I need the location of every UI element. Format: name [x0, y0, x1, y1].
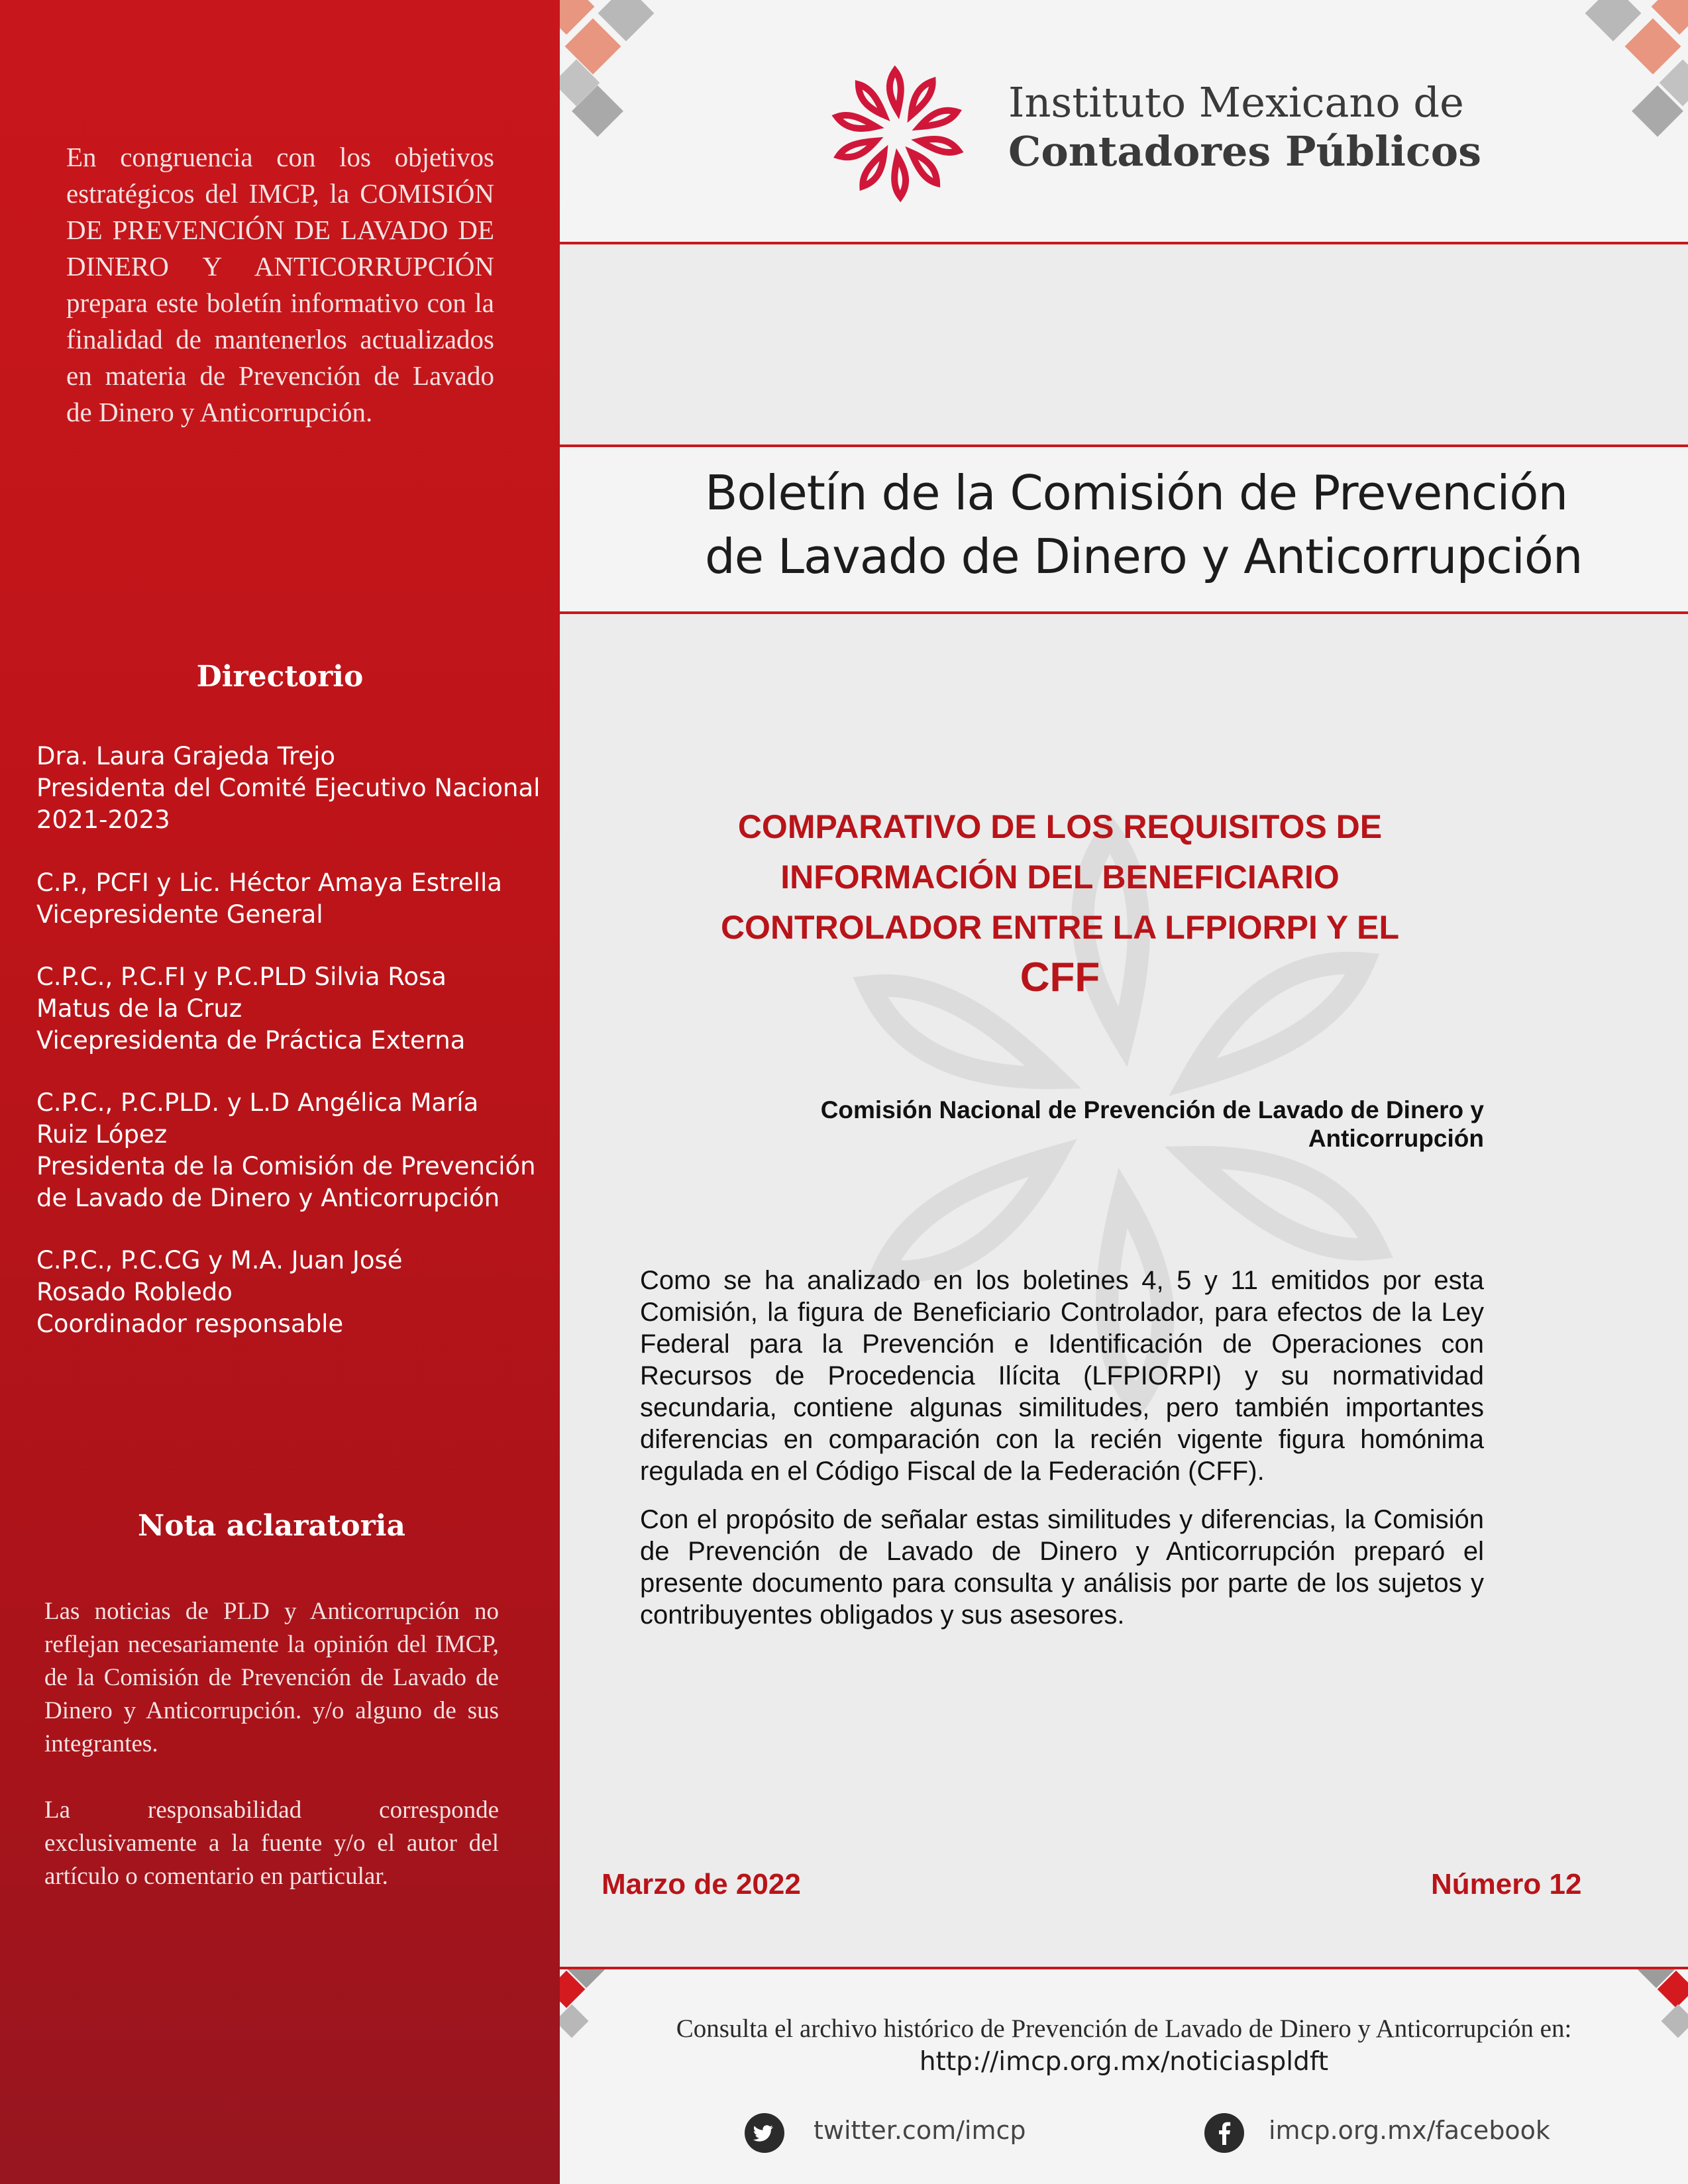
directory-line: de Lavado de Dinero y Anticorrupción [36, 1184, 500, 1212]
directory-line: C.P.C., P.C.PLD. y L.D Angélica María [36, 1088, 479, 1117]
directory-line: Dra. Laura Grajeda Trejo [36, 742, 336, 770]
issue-number: Número 12 [1431, 1868, 1582, 1900]
author-line: Comisión Nacional de Prevención de Lavado de Dinero y [820, 1096, 1484, 1123]
directorio-title: Directorio [196, 660, 364, 694]
directory-entry [36, 741, 540, 836]
article-paragraph: Como se ha analizado en los boletines 4, 5 y 11 emitidos por esta Comisión, la figura de Beneficiario Controlador, para efectos de la Ley Federal para la Prevención e Identificación de Operaciones con Recursos de Procedencia Ilícita (LFPIORPI) y su normatividad secundaria, contiene algunas similitudes, pero también importantes diferencias en comparación con la recién vigente figura homónima regulada en el Código Fiscal de la Federación (CFF). [640, 1266, 1484, 1486]
directory-entry [36, 867, 540, 931]
directory-entry [36, 1245, 540, 1340]
directory-line: Ruiz López [36, 1120, 168, 1149]
directory-line: Vicepresidenta de Práctica Externa [36, 1026, 466, 1055]
facebook-link[interactable]: imcp.org.mx/facebook [1269, 2116, 1550, 2145]
issue-date: Marzo de 2022 [602, 1868, 801, 1900]
directory-entry [36, 961, 540, 1057]
directory-entry [36, 1087, 540, 1214]
article-title-line: COMPARATIVO DE LOS REQUISITOS DE [737, 808, 1383, 845]
imcp-logo-icon [825, 61, 971, 207]
article-paragraph: Con el propósito de señalar estas similitudes y diferencias, la Comisión de Prevención de Lavado de Dinero y Anticorrupción preparó el presente documento para consulta y análisis por parte de los sujetos y contribuyentes obligados y sus asesores. [640, 1505, 1484, 1630]
directory-line: Presidenta del Comité Ejecutivo Nacional [36, 774, 541, 802]
footer-band [560, 1969, 1688, 2184]
directory-line: Coordinador responsable [36, 1310, 344, 1338]
bulletin-title-line1: Boletín de la Comisión de Prevención [705, 465, 1568, 521]
twitter-icon[interactable] [745, 2113, 784, 2153]
nota-paragraph: La responsabilidad corresponde exclusivamente a la fuente y/o el autor del artículo o comentario en particular. [44, 1796, 499, 1890]
author-line: Anticorrupción [1308, 1125, 1484, 1152]
sidebar [0, 0, 560, 2184]
bulletin-title-line2: de Lavado de Dinero y Anticorrupción [705, 529, 1583, 584]
banner-box [560, 242, 1688, 447]
directory-line: C.P.C., P.C.FI y P.C.PLD Silvia Rosa [36, 962, 447, 991]
directory-line: Rosado Robledo [36, 1278, 233, 1306]
directory-line: Vicepresidente General [36, 900, 323, 929]
archive-note: Consulta el archivo histórico de Prevención de Lavado de Dinero y Anticorrupción en: [676, 2014, 1572, 2043]
nota-paragraph: Las noticias de PLD y Anticorrupción no reflejan necesariamente la opinión del IMCP, de la Comisión de Prevención de Lavado de Dinero y Anticorrupción. y/o alguno de sus integrantes. [44, 1598, 499, 1757]
article-title [662, 802, 1457, 1003]
directory-line: C.P.C., P.C.CG y M.A. Juan José [36, 1246, 403, 1274]
archive-link[interactable]: http://imcp.org.mx/noticiaspldft [919, 2047, 1329, 2077]
twitter-link[interactable]: twitter.com/imcp [814, 2116, 1026, 2145]
logo-text-line2: Contadores Públicos [1008, 127, 1482, 176]
directory-line: Presidenta de la Comisión de Prevención [36, 1152, 536, 1180]
directory-line: C.P., PCFI y Lic. Héctor Amaya Estrella [36, 868, 502, 897]
article-author [729, 1096, 1484, 1153]
logo-text-line1: Instituto Mexicano de [1008, 78, 1464, 127]
article-title-line: INFORMACIÓN DEL BENEFICIARIO [780, 858, 1340, 896]
facebook-icon[interactable] [1204, 2113, 1244, 2153]
article-title-line: CFF [1020, 955, 1100, 1000]
article-title-line: CONTROLADOR ENTRE LA LFPIORPI Y EL [720, 909, 1400, 946]
directory-line: 2021-2023 [36, 806, 170, 834]
nota-title: Nota aclaratoria [137, 1509, 405, 1543]
intro-text: En congruencia con los objetivos estratégicos del IMCP, la COMISIÓN DE PREVENCIÓN DE LAVADO DE DINERO Y ANTICORRUPCIÓN prepara este boletín informativo con la finalidad de mantenerlos actualizados en materia de Prevención de Lavado de Dinero y Anticorrupción. [66, 142, 494, 427]
directory-line: Matus de la Cruz [36, 994, 242, 1023]
